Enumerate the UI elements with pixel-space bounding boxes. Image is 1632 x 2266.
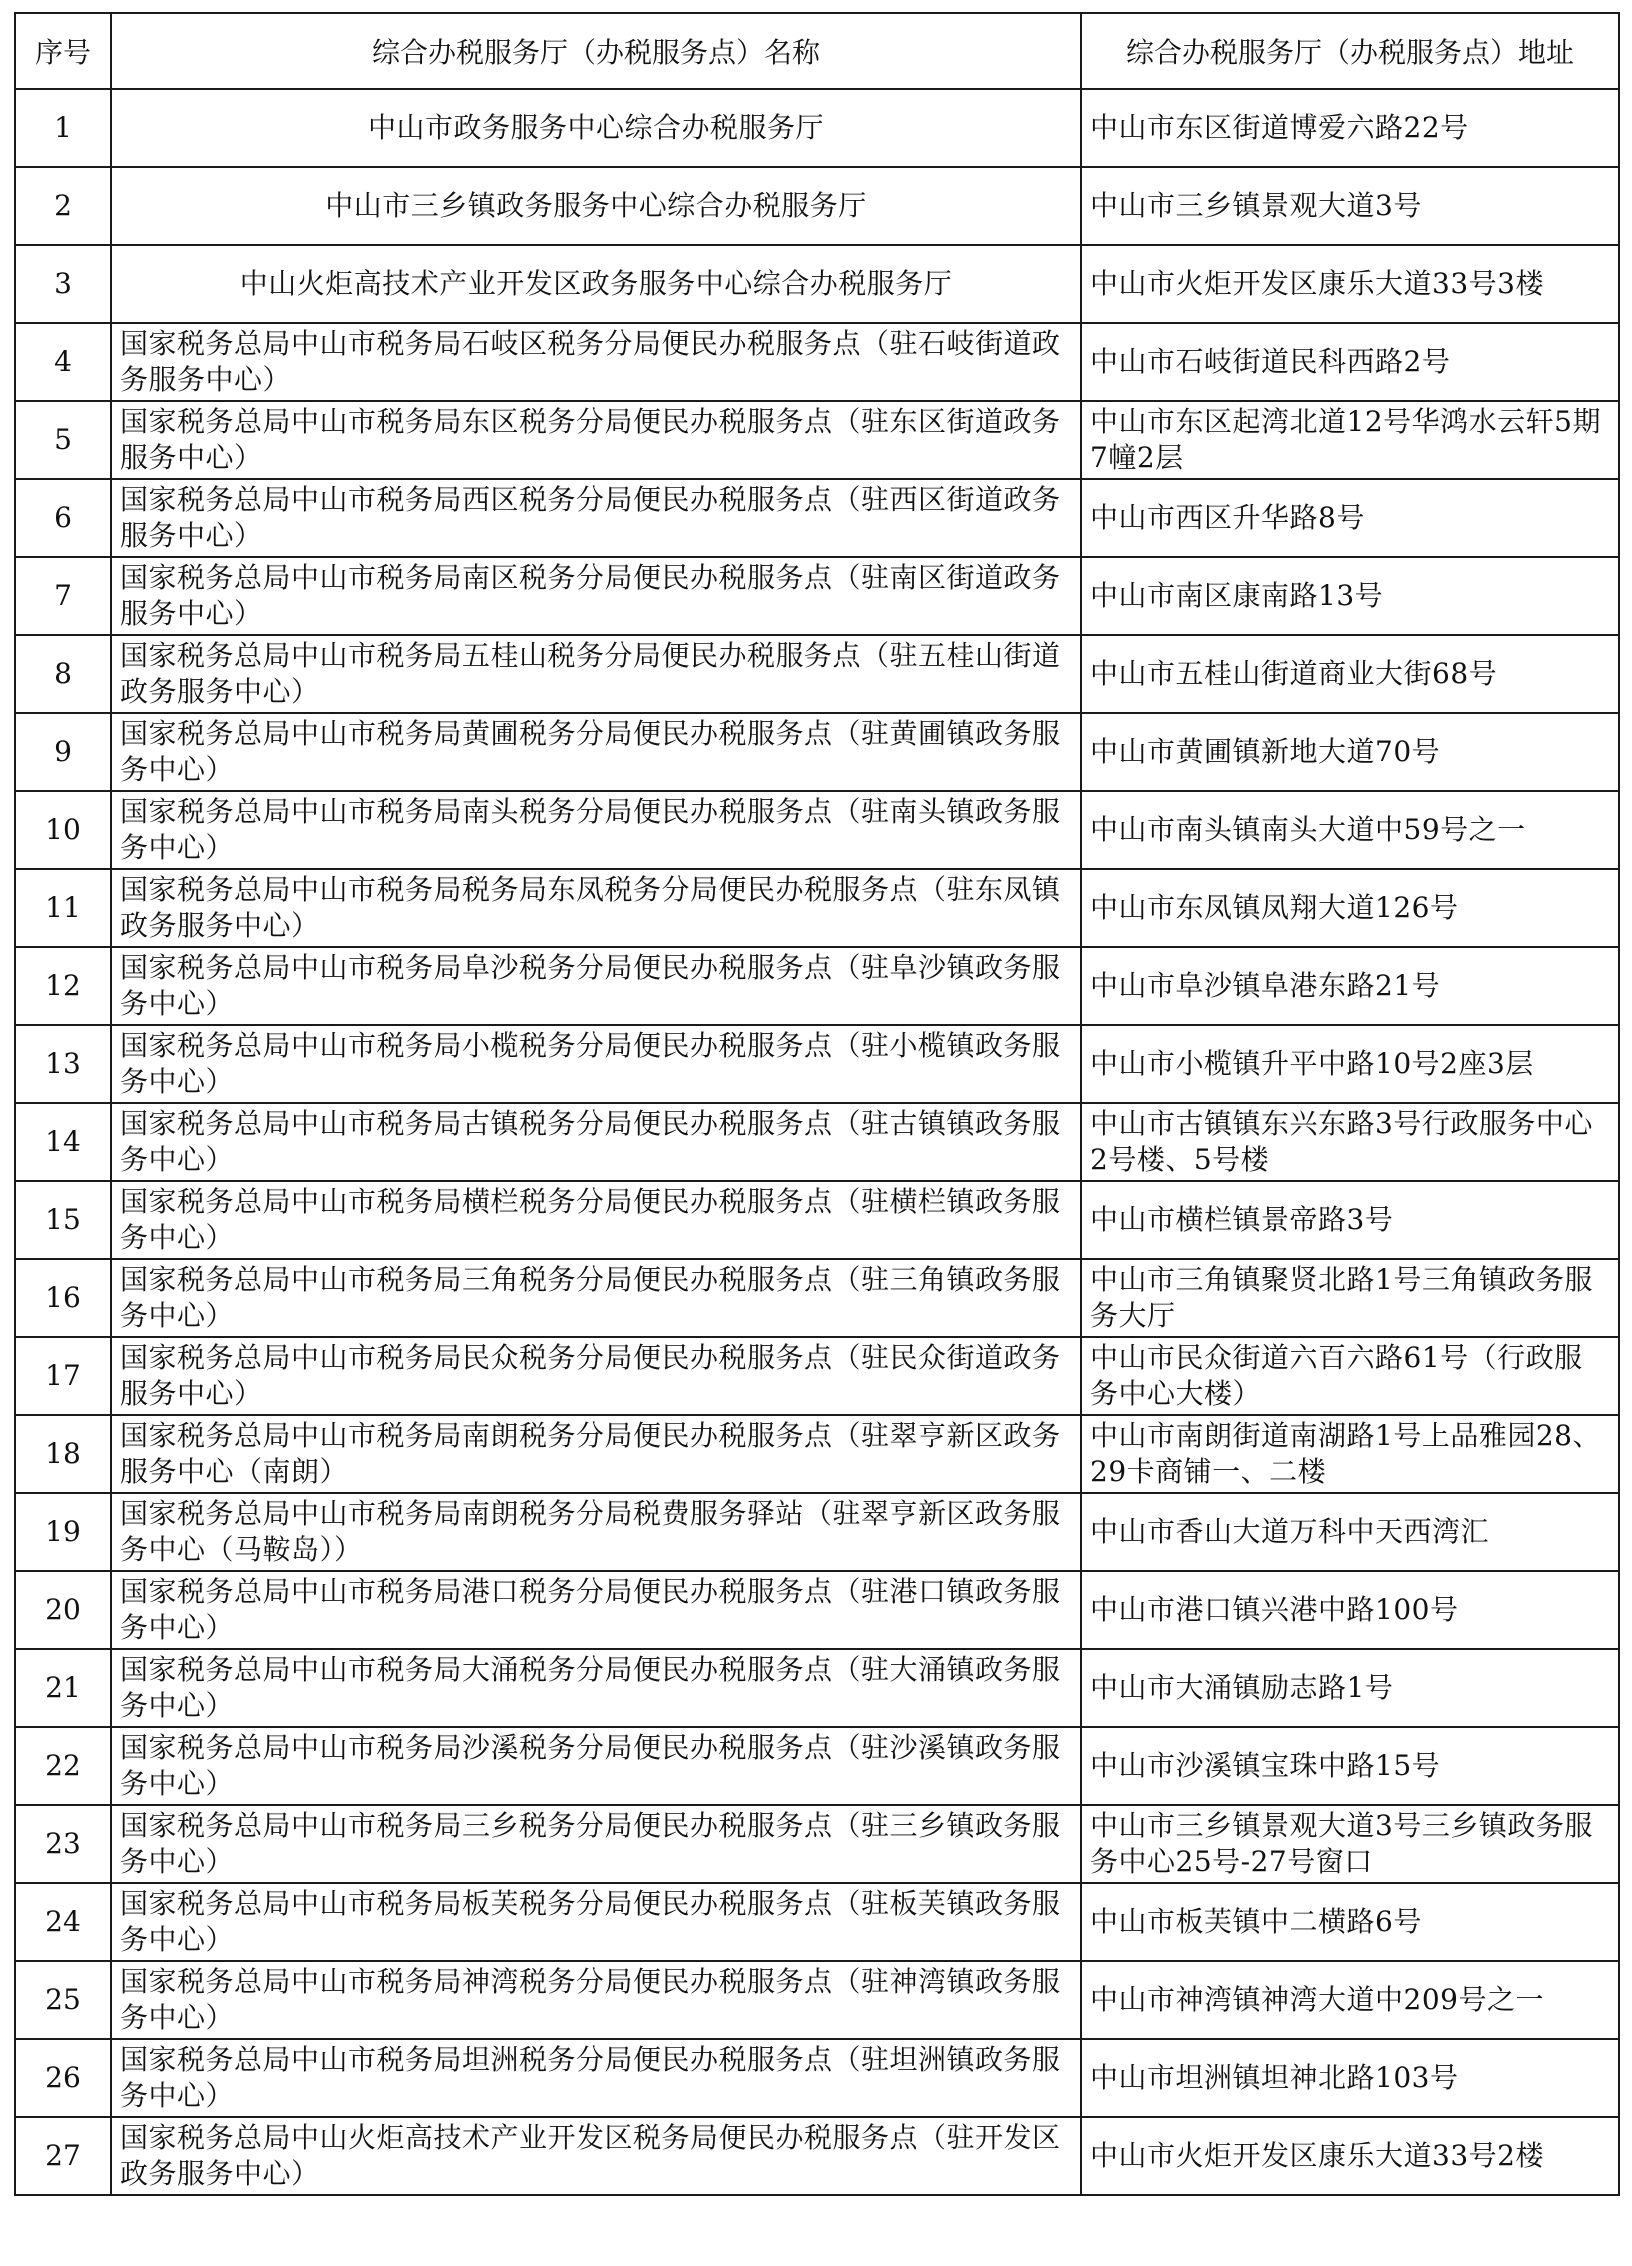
table-row: [15, 557, 1619, 635]
table-header-row: [15, 13, 1619, 89]
header-index: 序号: [15, 13, 111, 89]
table-row: [15, 245, 1619, 323]
row-address: 中山市板芙镇中二横路6号: [1081, 1883, 1619, 1961]
row-name: 国家税务总局中山市税务局坦洲税务分局便民办税服务点（驻坦洲镇政务服务中心）: [111, 2039, 1081, 2117]
table-row: [15, 791, 1619, 869]
table-row: [15, 479, 1619, 557]
table-row: [15, 1025, 1619, 1103]
row-name: 中山火炬高技术产业开发区政务服务中心综合办税服务厅: [111, 245, 1081, 323]
row-address: 中山市香山大道万科中天西湾汇: [1081, 1493, 1619, 1571]
row-address: 中山市古镇镇东兴东路3号行政服务中心2号楼、5号楼: [1081, 1103, 1619, 1181]
table-row: [15, 1493, 1619, 1571]
row-index: 19: [15, 1493, 111, 1571]
row-name: 国家税务总局中山市税务局三乡税务分局便民办税服务点（驻三乡镇政务服务中心）: [111, 1805, 1081, 1883]
row-name: 国家税务总局中山市税务局南头税务分局便民办税服务点（驻南头镇政务服务中心）: [111, 791, 1081, 869]
row-index: 1: [15, 89, 111, 167]
tax-service-hall-list: [14, 12, 1618, 2196]
table-row: [15, 2117, 1619, 2195]
row-index: 17: [15, 1337, 111, 1415]
row-name: 国家税务总局中山市税务局南区税务分局便民办税服务点（驻南区街道政务服务中心）: [111, 557, 1081, 635]
table-row: [15, 1727, 1619, 1805]
table-row: [15, 1571, 1619, 1649]
row-address: 中山市民众街道六百六路61号（行政服务中心大楼）: [1081, 1337, 1619, 1415]
table-row: [15, 1415, 1619, 1493]
table-row: [15, 635, 1619, 713]
table-row: [15, 1181, 1619, 1259]
row-name: 中山市政务服务中心综合办税服务厅: [111, 89, 1081, 167]
row-name: 国家税务总局中山市税务局港口税务分局便民办税服务点（驻港口镇政务服务中心）: [111, 1571, 1081, 1649]
row-name: 国家税务总局中山市税务局东区税务分局便民办税服务点（驻东区街道政务服务中心）: [111, 401, 1081, 479]
table-row: [15, 1103, 1619, 1181]
row-address: 中山市东区起湾北道12号华鸿水云轩5期7幢2层: [1081, 401, 1619, 479]
row-address: 中山市横栏镇景帝路3号: [1081, 1181, 1619, 1259]
row-address: 中山市火炬开发区康乐大道33号3楼: [1081, 245, 1619, 323]
row-name: 中山市三乡镇政务服务中心综合办税服务厅: [111, 167, 1081, 245]
row-index: 10: [15, 791, 111, 869]
row-address: 中山市三乡镇景观大道3号: [1081, 167, 1619, 245]
row-index: 9: [15, 713, 111, 791]
row-address: 中山市南朗街道南湖路1号上品雅园28、29卡商铺一、二楼: [1081, 1415, 1619, 1493]
row-address: 中山市神湾镇神湾大道中209号之一: [1081, 1961, 1619, 2039]
service-hall-table: [14, 12, 1620, 2196]
row-name: 国家税务总局中山市税务局税务局东凤税务分局便民办税服务点（驻东凤镇政务服务中心）: [111, 869, 1081, 947]
row-index: 20: [15, 1571, 111, 1649]
table-row: [15, 947, 1619, 1025]
row-address: 中山市阜沙镇阜港东路21号: [1081, 947, 1619, 1025]
row-index: 15: [15, 1181, 111, 1259]
row-name: 国家税务总局中山火炬高技术产业开发区税务局便民办税服务点（驻开发区政务服务中心）: [111, 2117, 1081, 2195]
header-address: 综合办税服务厅（办税服务点）地址: [1081, 13, 1619, 89]
row-name: 国家税务总局中山市税务局古镇税务分局便民办税服务点（驻古镇镇政务服务中心）: [111, 1103, 1081, 1181]
table-row: [15, 713, 1619, 791]
row-name: 国家税务总局中山市税务局西区税务分局便民办税服务点（驻西区街道政务服务中心）: [111, 479, 1081, 557]
table-row: [15, 1337, 1619, 1415]
row-address: 中山市三角镇聚贤北路1号三角镇政务服务大厅: [1081, 1259, 1619, 1337]
row-index: 5: [15, 401, 111, 479]
row-address: 中山市南头镇南头大道中59号之一: [1081, 791, 1619, 869]
row-name: 国家税务总局中山市税务局神湾税务分局便民办税服务点（驻神湾镇政务服务中心）: [111, 1961, 1081, 2039]
row-index: 7: [15, 557, 111, 635]
row-name: 国家税务总局中山市税务局五桂山税务分局便民办税服务点（驻五桂山街道政务服务中心）: [111, 635, 1081, 713]
row-address: 中山市南区康南路13号: [1081, 557, 1619, 635]
row-index: 6: [15, 479, 111, 557]
row-name: 国家税务总局中山市税务局横栏税务分局便民办税服务点（驻横栏镇政务服务中心）: [111, 1181, 1081, 1259]
row-address: 中山市石岐街道民科西路2号: [1081, 323, 1619, 401]
table-row: [15, 869, 1619, 947]
row-name: 国家税务总局中山市税务局沙溪税务分局便民办税服务点（驻沙溪镇政务服务中心）: [111, 1727, 1081, 1805]
row-index: 2: [15, 167, 111, 245]
row-address: 中山市沙溪镇宝珠中路15号: [1081, 1727, 1619, 1805]
table-row: [15, 323, 1619, 401]
table-row: [15, 401, 1619, 479]
table-row: [15, 2039, 1619, 2117]
table-row: [15, 89, 1619, 167]
row-index: 25: [15, 1961, 111, 2039]
table-row: [15, 1259, 1619, 1337]
row-name: 国家税务总局中山市税务局三角税务分局便民办税服务点（驻三角镇政务服务中心）: [111, 1259, 1081, 1337]
row-index: 3: [15, 245, 111, 323]
row-address: 中山市港口镇兴港中路100号: [1081, 1571, 1619, 1649]
row-index: 11: [15, 869, 111, 947]
row-address: 中山市小榄镇升平中路10号2座3层: [1081, 1025, 1619, 1103]
row-name: 国家税务总局中山市税务局小榄税务分局便民办税服务点（驻小榄镇政务服务中心）: [111, 1025, 1081, 1103]
row-name: 国家税务总局中山市税务局大涌税务分局便民办税服务点（驻大涌镇政务服务中心）: [111, 1649, 1081, 1727]
row-index: 27: [15, 2117, 111, 2195]
row-index: 13: [15, 1025, 111, 1103]
row-address: 中山市坦洲镇坦神北路103号: [1081, 2039, 1619, 2117]
row-index: 4: [15, 323, 111, 401]
row-index: 21: [15, 1649, 111, 1727]
row-name: 国家税务总局中山市税务局南朗税务分局税费服务驿站（驻翠亨新区政务服务中心（马鞍岛））: [111, 1493, 1081, 1571]
row-address: 中山市西区升华路8号: [1081, 479, 1619, 557]
row-index: 22: [15, 1727, 111, 1805]
row-address: 中山市火炬开发区康乐大道33号2楼: [1081, 2117, 1619, 2195]
table-row: [15, 1649, 1619, 1727]
row-index: 8: [15, 635, 111, 713]
row-name: 国家税务总局中山市税务局南朗税务分局便民办税服务点（驻翠亨新区政务服务中心（南朗）: [111, 1415, 1081, 1493]
table-row: [15, 167, 1619, 245]
row-index: 26: [15, 2039, 111, 2117]
row-address: 中山市五桂山街道商业大街68号: [1081, 635, 1619, 713]
table-body: [15, 89, 1619, 2195]
row-address: 中山市三乡镇景观大道3号三乡镇政务服务中心25号-27号窗口: [1081, 1805, 1619, 1883]
row-address: 中山市东区街道博爱六路22号: [1081, 89, 1619, 167]
row-name: 国家税务总局中山市税务局民众税务分局便民办税服务点（驻民众街道政务服务中心）: [111, 1337, 1081, 1415]
row-index: 16: [15, 1259, 111, 1337]
table-row: [15, 1961, 1619, 2039]
row-address: 中山市东凤镇凤翔大道126号: [1081, 869, 1619, 947]
row-address: 中山市大涌镇励志路1号: [1081, 1649, 1619, 1727]
row-index: 24: [15, 1883, 111, 1961]
row-name: 国家税务总局中山市税务局黄圃税务分局便民办税服务点（驻黄圃镇政务服务中心）: [111, 713, 1081, 791]
row-name: 国家税务总局中山市税务局石岐区税务分局便民办税服务点（驻石岐街道政务服务中心）: [111, 323, 1081, 401]
row-index: 14: [15, 1103, 111, 1181]
row-name: 国家税务总局中山市税务局板芙税务分局便民办税服务点（驻板芙镇政务服务中心）: [111, 1883, 1081, 1961]
table-row: [15, 1805, 1619, 1883]
row-index: 12: [15, 947, 111, 1025]
table-row: [15, 1883, 1619, 1961]
row-index: 18: [15, 1415, 111, 1493]
row-index: 23: [15, 1805, 111, 1883]
row-address: 中山市黄圃镇新地大道70号: [1081, 713, 1619, 791]
row-name: 国家税务总局中山市税务局阜沙税务分局便民办税服务点（驻阜沙镇政务服务中心）: [111, 947, 1081, 1025]
header-name: 综合办税服务厅（办税服务点）名称: [111, 13, 1081, 89]
